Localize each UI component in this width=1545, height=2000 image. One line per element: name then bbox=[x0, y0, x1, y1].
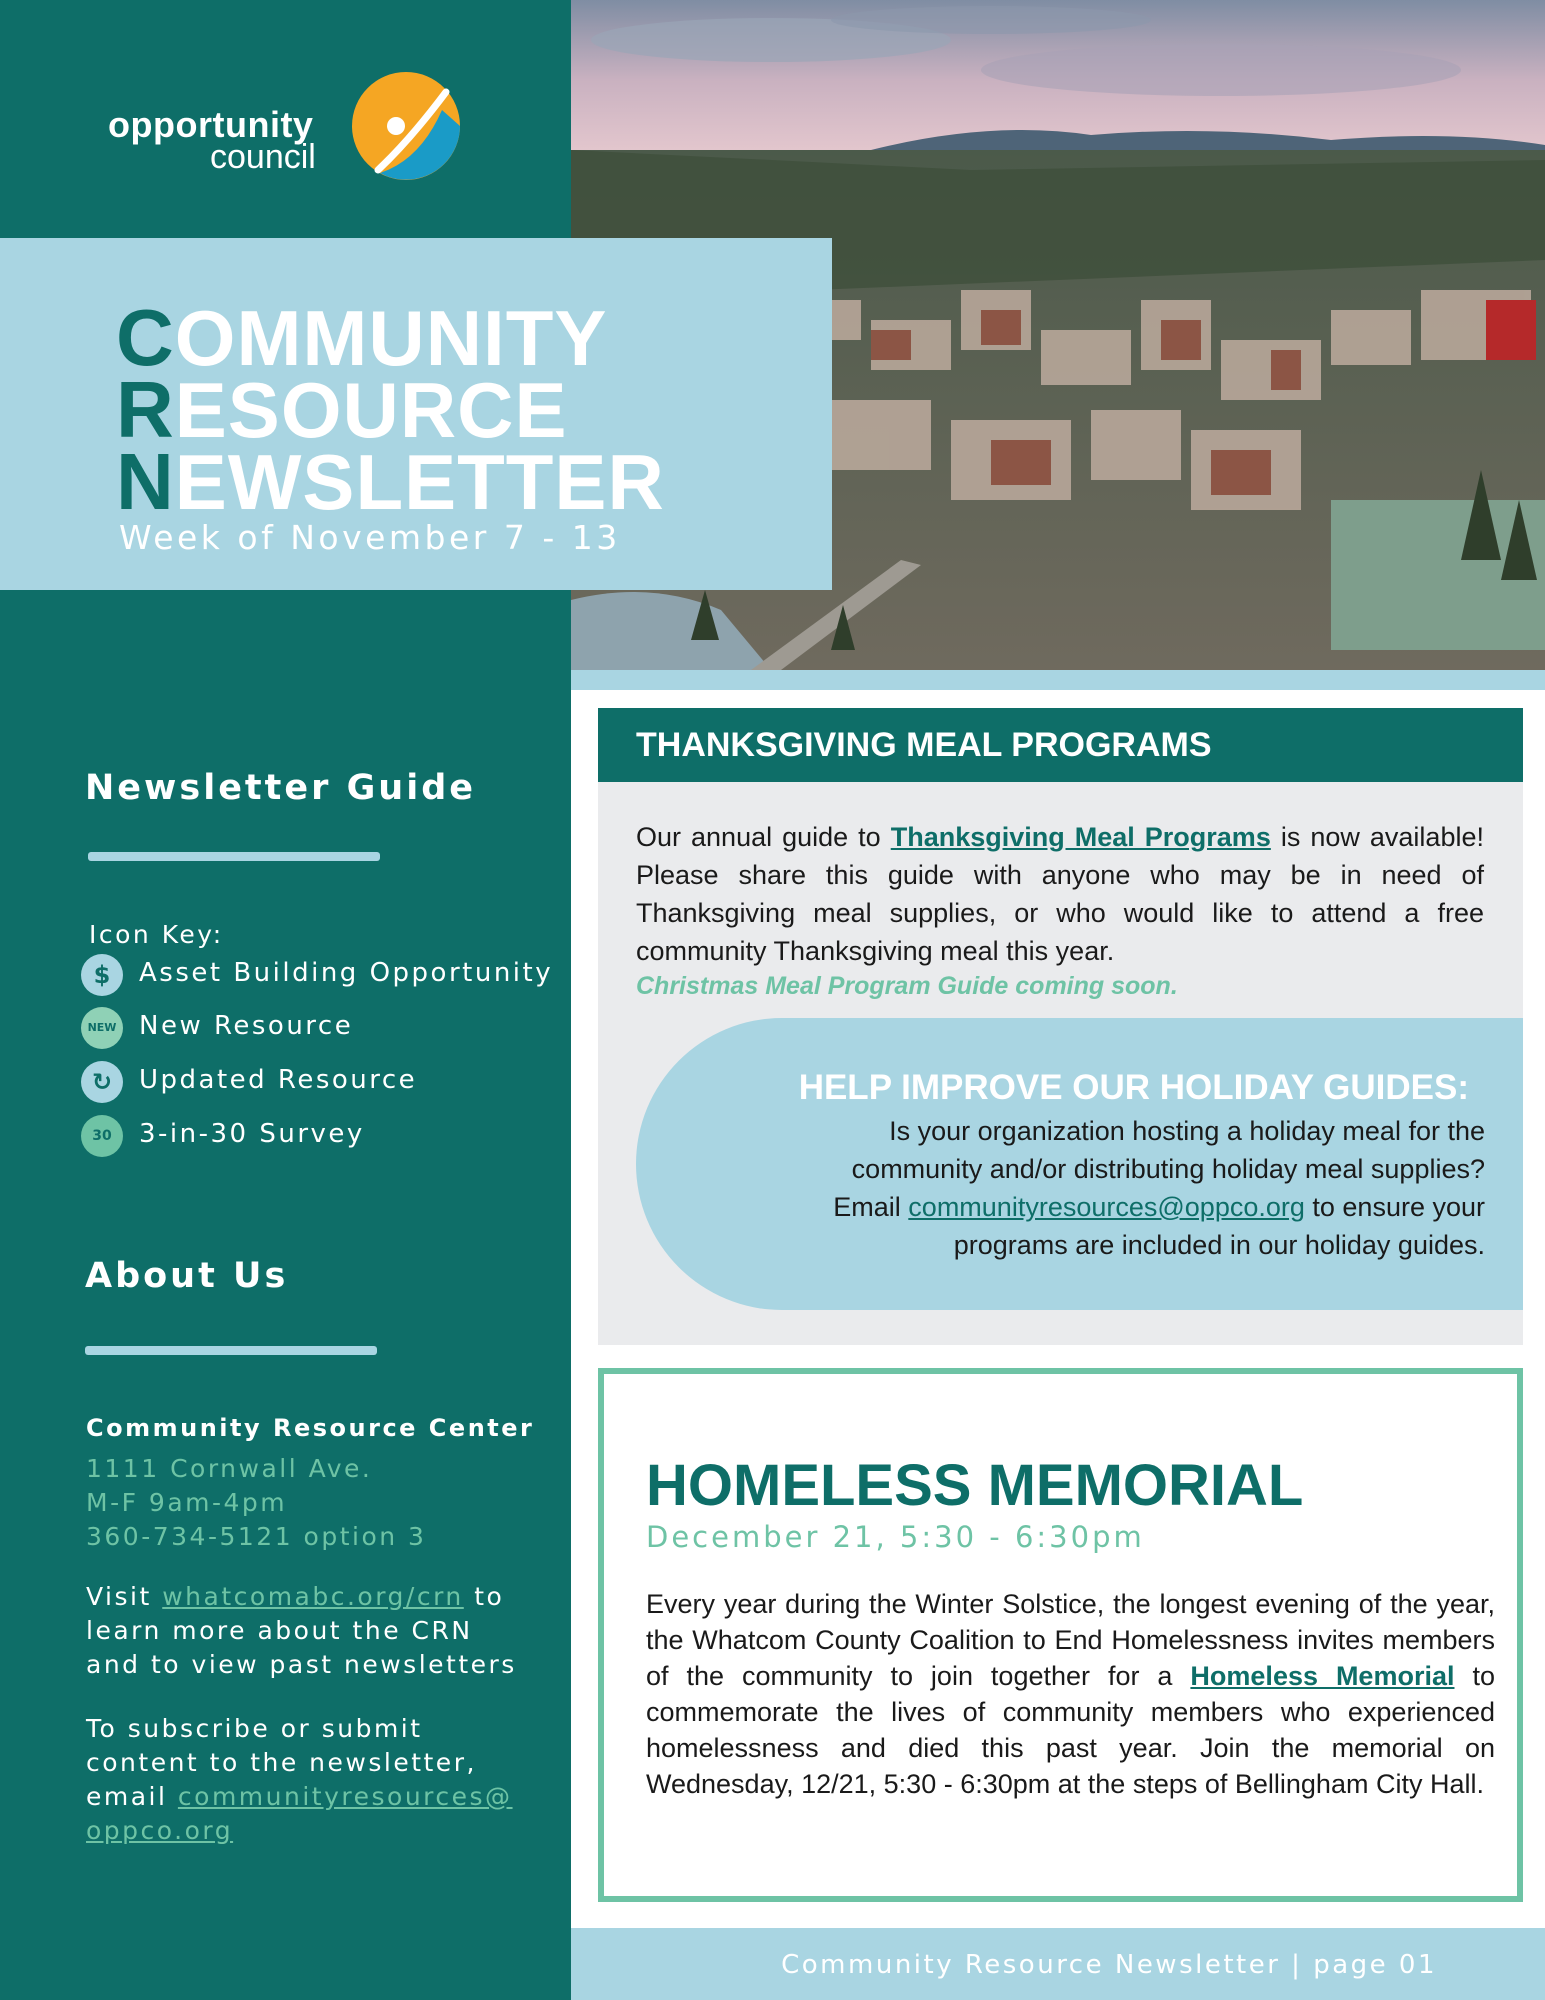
thanksgiving-card bbox=[598, 708, 1523, 1345]
title-rest-newsletter: EWSLETTER bbox=[174, 438, 665, 526]
title-line-newsletter bbox=[116, 437, 665, 526]
thanksgiving-title: THANKSGIVING MEAL PROGRAMS bbox=[636, 726, 1212, 764]
visit-paragraph bbox=[86, 1580, 517, 1682]
thanksgiving-guide-link[interactable]: Thanksgiving Meal Programs bbox=[890, 822, 1271, 852]
logo-mark-icon bbox=[350, 70, 462, 182]
homeless-memorial-card bbox=[598, 1368, 1523, 1902]
icon-key-label-asset: Asset Building Opportunity bbox=[139, 958, 554, 988]
icon-key-label-updated: Updated Resource bbox=[139, 1065, 418, 1095]
subscribe-paragraph bbox=[86, 1712, 513, 1848]
holiday-guides-email-prefix: Email bbox=[833, 1192, 901, 1222]
holiday-guides-line-1: Is your organization hosting a holiday meal for the bbox=[889, 1116, 1485, 1146]
icon-key-label: Icon Key: bbox=[89, 920, 224, 949]
crn-website-link[interactable]: whatcomabc.org/crn bbox=[162, 1582, 464, 1611]
visit-line-3: and to view past newsletters bbox=[86, 1650, 517, 1679]
holiday-guides-email-link[interactable]: communityresources@oppco.org bbox=[908, 1192, 1305, 1222]
icon-key-item-survey bbox=[81, 1115, 541, 1159]
logo-word-opportunity: opportunity bbox=[108, 104, 314, 145]
newsletter-title-block bbox=[0, 238, 832, 590]
guide-divider bbox=[88, 852, 380, 861]
icon-key-item-new bbox=[81, 1007, 541, 1051]
subscribe-line-2: content to the newsletter, bbox=[86, 1748, 477, 1777]
thanksgiving-body bbox=[636, 818, 1484, 970]
holiday-guides-line-2: community and/or distributing holiday meal supplies? bbox=[851, 1154, 1485, 1184]
logo-word-council: council bbox=[210, 138, 316, 176]
holiday-guides-line-3 bbox=[833, 1192, 1485, 1223]
visit-suffix: to bbox=[474, 1582, 505, 1611]
hero-bottom-strip bbox=[571, 670, 1545, 690]
subscribe-line-3-prefix: email bbox=[86, 1782, 168, 1811]
refresh-icon: ↻ bbox=[81, 1061, 123, 1103]
new-badge-icon: NEW bbox=[81, 1007, 123, 1049]
center-hours: M-F 9am-4pm bbox=[86, 1488, 288, 1517]
thanksgiving-body-suffix: is now available! Please share this guide with anyone who may be in need of Thanksgiving meal supplies, or who would like to attend a free community Thanksgiving meal this year. bbox=[636, 822, 1484, 966]
visit-prefix: Visit bbox=[86, 1582, 152, 1611]
subscribe-line-1: To subscribe or submit bbox=[86, 1714, 423, 1743]
title-initial-n: N bbox=[116, 437, 175, 526]
subscribe-email-link-part2[interactable]: oppco.org bbox=[86, 1816, 234, 1845]
title-rest-resource: ESOURCE bbox=[174, 366, 568, 454]
icon-key-item-updated bbox=[81, 1061, 541, 1105]
center-name: Community Resource Center bbox=[86, 1414, 535, 1442]
thanksgiving-body-prefix: Our annual guide to bbox=[636, 822, 881, 852]
memorial-title: HOMELESS MEMORIAL bbox=[646, 1453, 1304, 1518]
memorial-body bbox=[646, 1586, 1495, 1802]
thanksgiving-header-bar bbox=[598, 708, 1523, 782]
survey-3-in-30-icon: 30 bbox=[81, 1115, 123, 1157]
memorial-body-suffix: to commemorate the lives of community members who experienced homelessness and died this past year. Join the memorial on Wednesday, 12/21, 5:30 - 6:30pm at the steps of Bellingham City Hall. bbox=[646, 1661, 1495, 1799]
about-us-heading: About Us bbox=[85, 1256, 289, 1296]
newsletter-guide-heading: Newsletter Guide bbox=[85, 768, 477, 808]
title-initial-c: C bbox=[116, 293, 175, 382]
dollar-icon: $ bbox=[81, 954, 123, 996]
title-rest-community: OMMUNITY bbox=[174, 294, 608, 382]
opportunity-council-logo bbox=[108, 68, 468, 188]
page-footer bbox=[571, 1928, 1545, 2000]
holiday-guides-callout bbox=[636, 1018, 1523, 1310]
subscribe-email-link-part1[interactable]: communityresources@ bbox=[177, 1782, 513, 1811]
center-phone: 360-734-5121 option 3 bbox=[86, 1522, 427, 1551]
icon-key-label-survey: 3-in-30 Survey bbox=[139, 1119, 365, 1149]
visit-line-2: learn more about the CRN bbox=[86, 1616, 473, 1645]
homeless-memorial-link[interactable]: Homeless Memorial bbox=[1190, 1661, 1455, 1691]
memorial-date: December 21, 5:30 - 6:30pm bbox=[646, 1520, 1145, 1554]
icon-key-item-asset bbox=[81, 954, 554, 998]
about-divider bbox=[85, 1346, 377, 1355]
icon-key-label-new: New Resource bbox=[139, 1011, 354, 1041]
holiday-guides-email-suffix: to ensure your bbox=[1312, 1192, 1485, 1222]
memorial-body-prefix: Every year during the Winter Solstice, the longest evening of the year, the Whatcom County Coalition to End Homelessness invites members of the community to join together for a bbox=[646, 1589, 1495, 1691]
footer-page-label: Community Resource Newsletter | page 01 bbox=[781, 1950, 1437, 1980]
christmas-guide-note: Christmas Meal Program Guide coming soon. bbox=[636, 972, 1178, 1000]
holiday-guides-title: HELP IMPROVE OUR HOLIDAY GUIDES: bbox=[798, 1068, 1469, 1107]
title-initial-r: R bbox=[116, 365, 175, 454]
center-address: 1111 Cornwall Ave. bbox=[86, 1454, 373, 1483]
week-date-range: Week of November 7 - 13 bbox=[119, 518, 621, 557]
holiday-guides-line-4: programs are included in our holiday guides. bbox=[953, 1230, 1485, 1260]
